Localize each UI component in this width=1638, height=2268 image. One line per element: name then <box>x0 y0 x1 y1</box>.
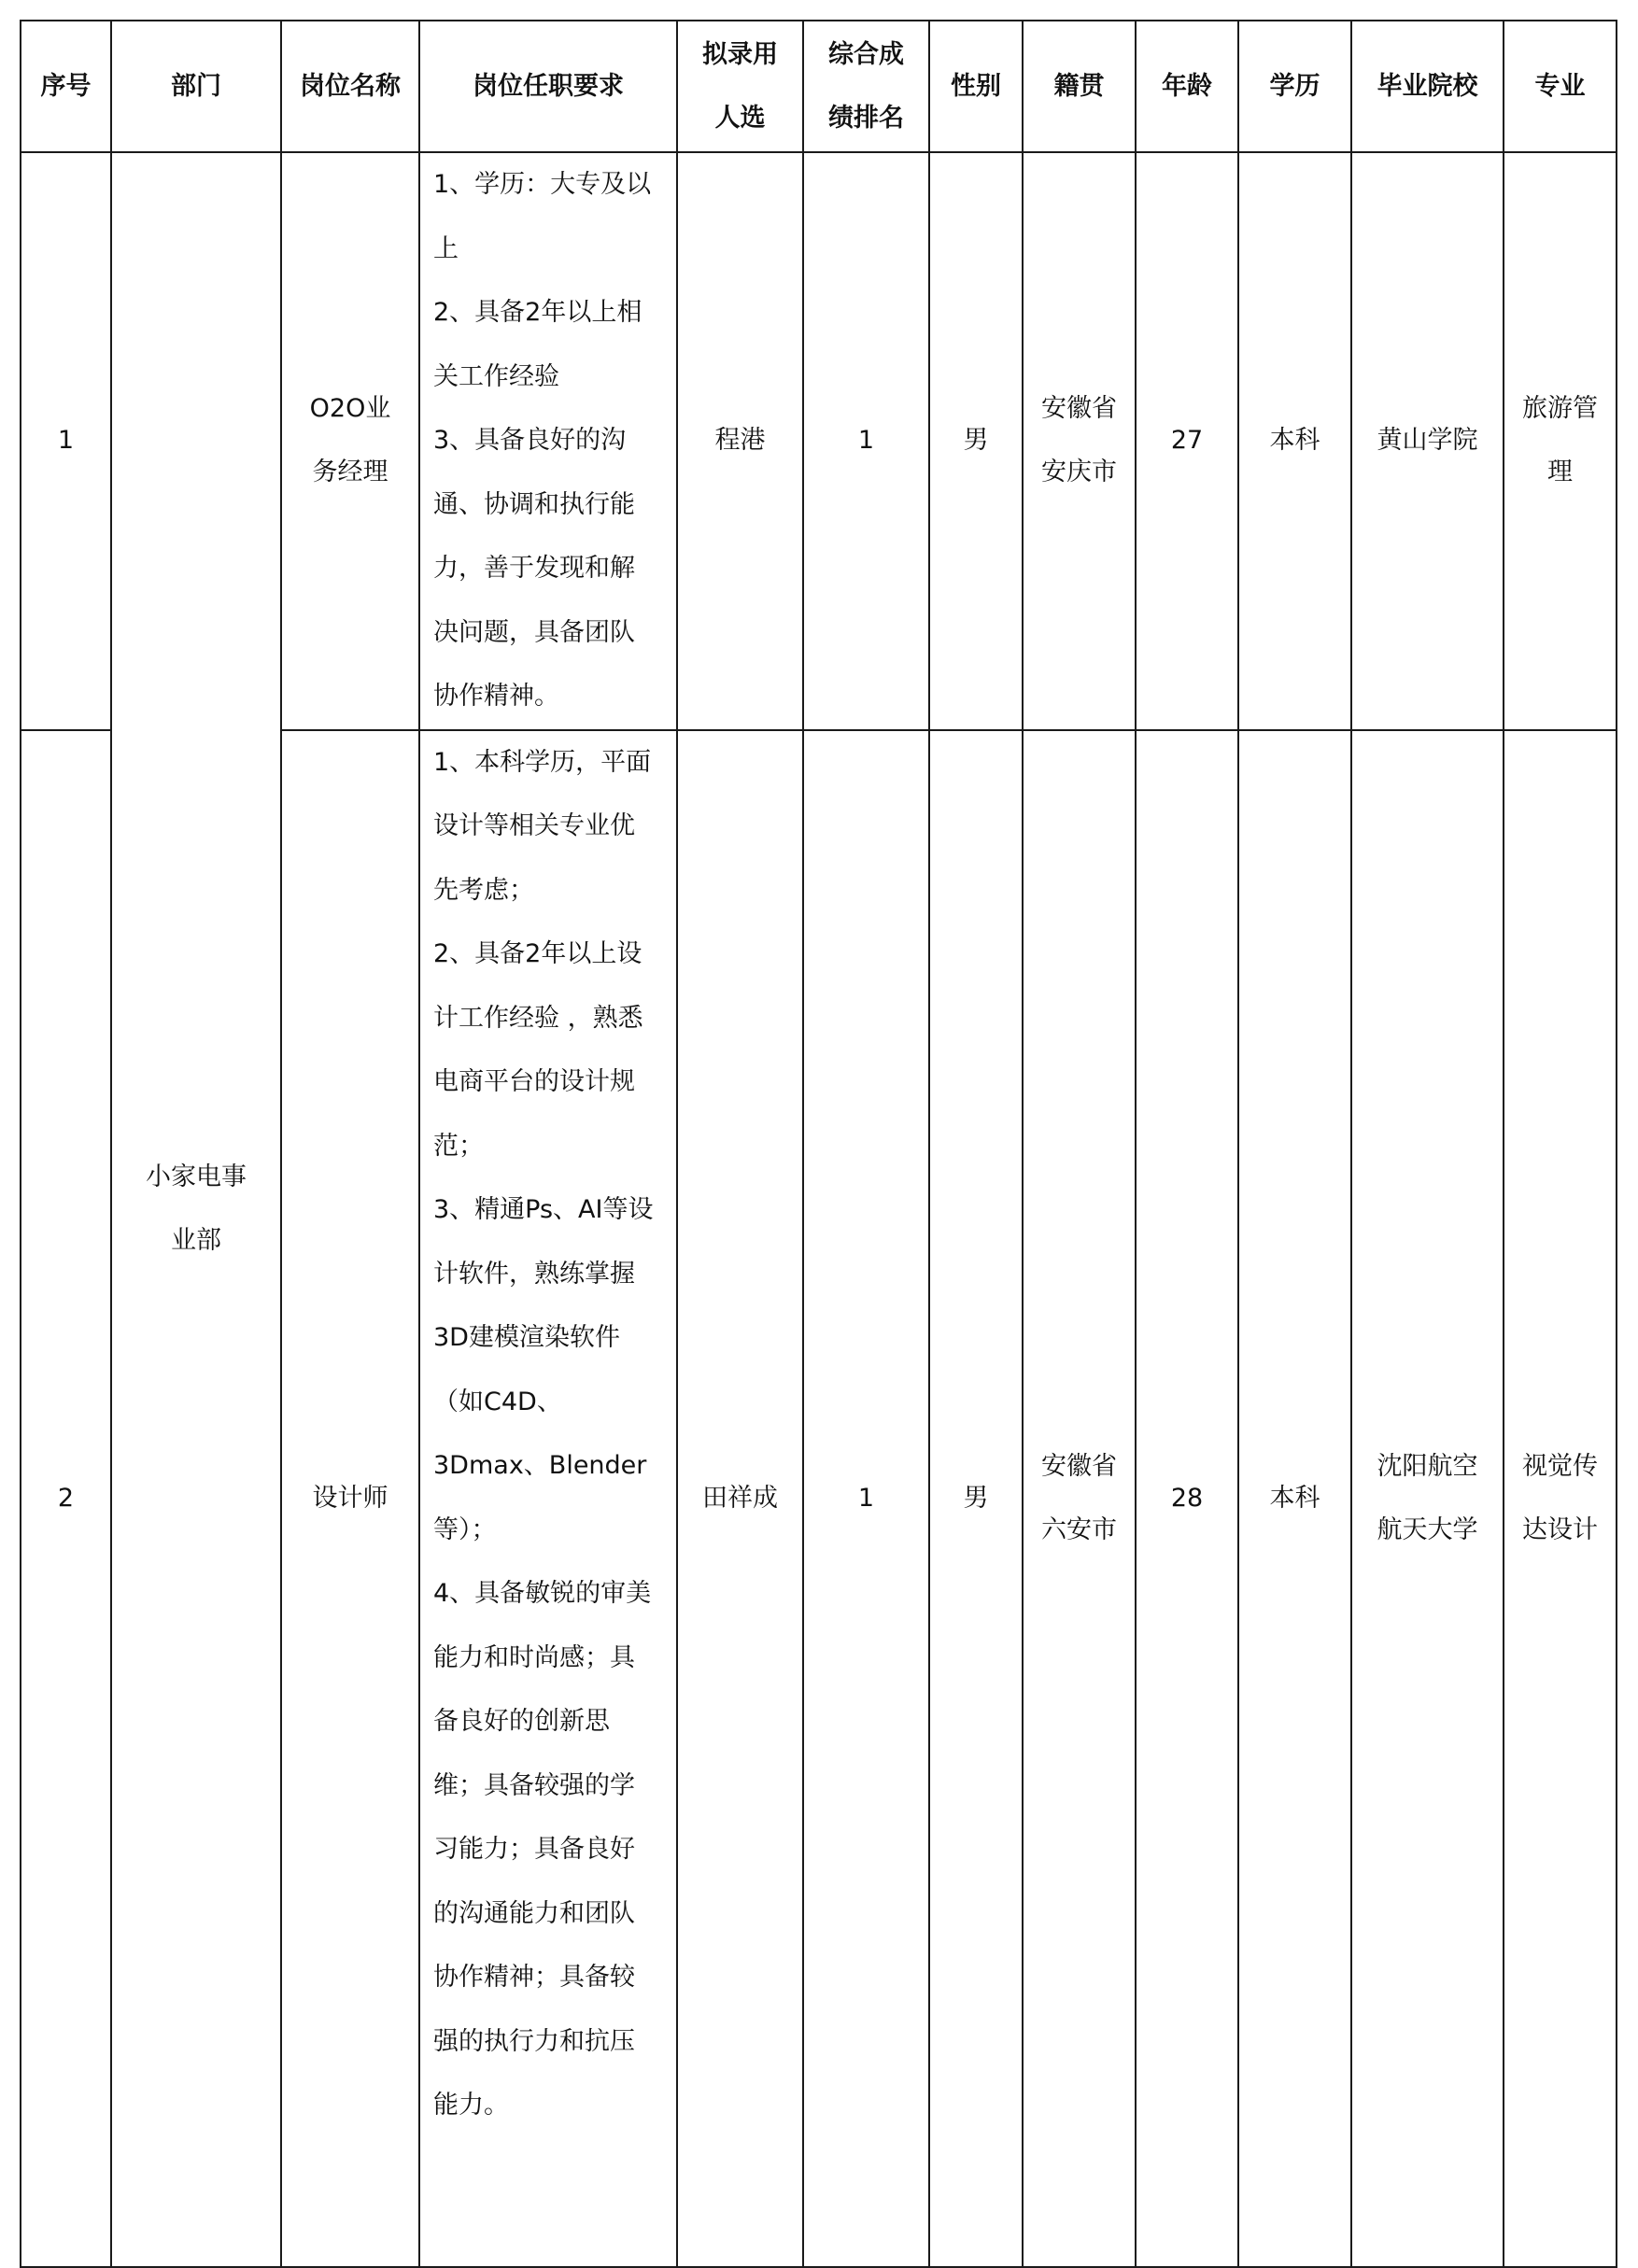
requirement-line: 力，善于发现和解 <box>433 554 635 583</box>
requirement-line: 协作精神；具备较 <box>433 1963 635 1992</box>
cell-hometown: 安徽省 安庆市 <box>1023 152 1136 730</box>
cell-school: 黄山学院 <box>1351 152 1504 730</box>
cell-education: 本科 <box>1238 730 1351 2267</box>
requirement-line: 设计等相关专业优 <box>433 811 635 840</box>
requirement-line: 1、本科学历，平面 <box>433 747 652 777</box>
requirement-line: 通、协调和执行能 <box>433 489 635 519</box>
requirement-line: 4、具备敏锐的审美 <box>433 1579 652 1608</box>
header-position: 岗位名称 <box>281 21 419 152</box>
header-education: 学历 <box>1238 21 1351 152</box>
hiring-table <box>20 20 1617 2268</box>
cell-position: O2O业 务经理 <box>281 152 419 730</box>
requirement-line: 等）； <box>433 1514 497 1544</box>
cell-index: 1 <box>21 152 111 730</box>
cell-requirements <box>419 730 677 2267</box>
requirement-line: 强的执行力和抗压 <box>433 2026 635 2056</box>
requirement-line: 关工作经验 <box>433 361 559 391</box>
header-rank: 综合成 绩排名 <box>803 21 929 152</box>
cell-position: 设计师 <box>281 730 419 2267</box>
requirement-line: 习能力；具备良好 <box>433 1835 635 1864</box>
requirement-line: 先考虑； <box>433 875 534 905</box>
cell-gender: 男 <box>929 152 1023 730</box>
cell-education: 本科 <box>1238 152 1351 730</box>
cell-candidate: 程港 <box>677 152 803 730</box>
requirement-line: 3D建模渲染软件 <box>433 1323 620 1352</box>
requirement-line: 维；具备较强的学 <box>433 1770 635 1800</box>
requirement-line: 能力和时尚感；具 <box>433 1642 635 1672</box>
requirement-line: （如C4D、 <box>433 1387 562 1416</box>
requirement-line: 计工作经验 ，熟悉 <box>433 1003 643 1033</box>
header-requirements: 岗位任职要求 <box>419 21 677 152</box>
header-major: 专业 <box>1504 21 1617 152</box>
header-hometown: 籍贯 <box>1023 21 1136 152</box>
requirement-line: 3Dmax、Blender <box>433 1451 647 1480</box>
cell-department: 小家电事 业部 <box>111 152 281 2267</box>
cell-school: 沈阳航空 航天大学 <box>1351 730 1504 2267</box>
cell-major: 视觉传 达设计 <box>1504 730 1617 2267</box>
requirement-line: 备良好的创新思 <box>433 1707 610 1736</box>
header-age: 年龄 <box>1136 21 1238 152</box>
cell-hometown: 安徽省 六安市 <box>1023 730 1136 2267</box>
requirement-line: 2、具备2年以上相 <box>433 298 642 327</box>
cell-age: 28 <box>1136 730 1238 2267</box>
cell-rank: 1 <box>803 152 929 730</box>
requirement-line: 能力。 <box>433 2091 509 2120</box>
requirement-line: 3、精通Ps、AI等设 <box>433 1195 654 1224</box>
requirement-line: 协作精神。 <box>433 682 559 711</box>
header-gender: 性别 <box>929 21 1023 152</box>
requirement-line: 3、具备良好的沟 <box>433 426 627 455</box>
header-candidate: 拟录用 人选 <box>677 21 803 152</box>
cell-requirements <box>419 152 677 730</box>
requirement-line: 范； <box>433 1131 484 1161</box>
cell-gender: 男 <box>929 730 1023 2267</box>
requirement-line: 决问题，具备团队 <box>433 617 635 647</box>
requirement-line: 电商平台的设计规 <box>433 1067 635 1096</box>
requirement-line: 2、具备2年以上设 <box>433 939 642 968</box>
header-department: 部门 <box>111 21 281 152</box>
requirement-line: 计软件，熟练掌握 <box>433 1259 635 1289</box>
cell-candidate: 田祥成 <box>677 730 803 2267</box>
requirement-line: 1、学历：大专及以 <box>433 170 652 199</box>
cell-major: 旅游管 理 <box>1504 152 1617 730</box>
cell-age: 27 <box>1136 152 1238 730</box>
cell-index: 2 <box>21 730 111 2267</box>
requirement-line: 的沟通能力和团队 <box>433 1898 635 1928</box>
header-row <box>21 21 1617 152</box>
header-index: 序号 <box>21 21 111 152</box>
requirement-line: 上 <box>433 233 459 263</box>
table-row <box>21 152 1617 730</box>
cell-rank: 1 <box>803 730 929 2267</box>
header-school: 毕业院校 <box>1351 21 1504 152</box>
